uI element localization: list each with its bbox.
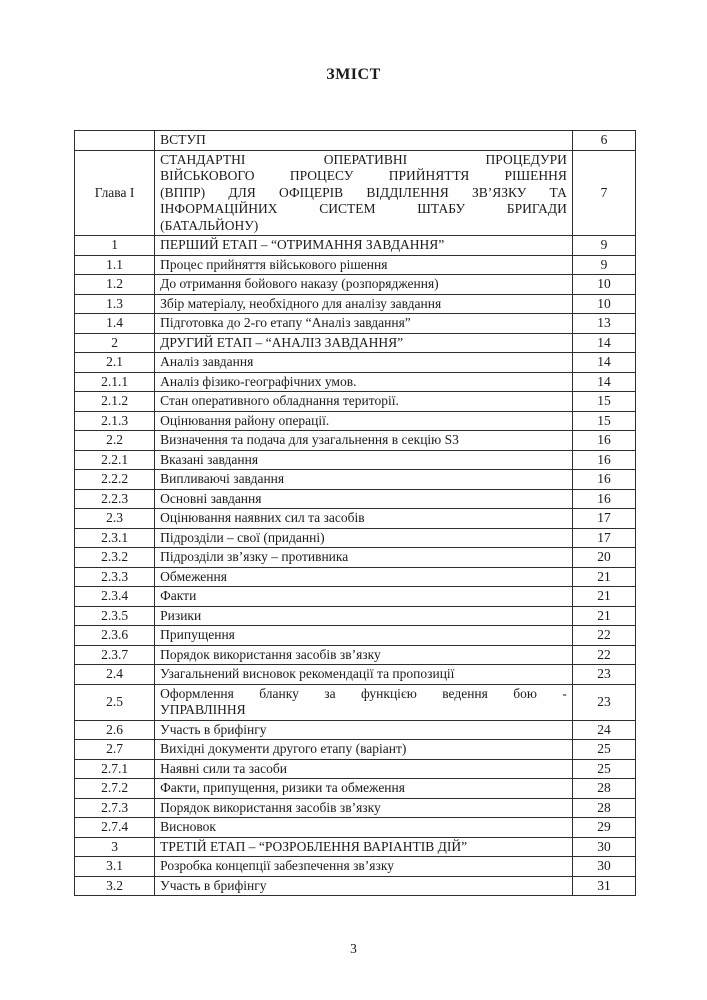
toc-row-number: 2 bbox=[75, 333, 155, 353]
toc-row-page: 15 bbox=[572, 392, 635, 412]
toc-row bbox=[75, 372, 636, 392]
toc-row-page: 6 bbox=[572, 131, 635, 151]
toc-row-title: Оцінювання району операції. bbox=[155, 411, 573, 431]
toc-row-number: 2.3.5 bbox=[75, 606, 155, 626]
toc-row-title: Факти bbox=[155, 587, 573, 607]
toc-row-page: 17 bbox=[572, 509, 635, 529]
toc-row-number bbox=[75, 131, 155, 151]
toc-row-page: 14 bbox=[572, 372, 635, 392]
toc-row-page: 22 bbox=[572, 626, 635, 646]
toc-table bbox=[74, 130, 636, 896]
toc-row bbox=[75, 333, 636, 353]
toc-row bbox=[75, 131, 636, 151]
toc-row-page: 25 bbox=[572, 740, 635, 760]
toc-row-number: 2.2.3 bbox=[75, 489, 155, 509]
toc-row-number: 2.1.3 bbox=[75, 411, 155, 431]
toc-row-title bbox=[155, 684, 573, 720]
toc-row-page: 22 bbox=[572, 645, 635, 665]
toc-row-title: Припущення bbox=[155, 626, 573, 646]
toc-row bbox=[75, 876, 636, 896]
toc-row-number: Глава I bbox=[75, 150, 155, 236]
toc-row-number: 3.1 bbox=[75, 857, 155, 877]
toc-row-title: ВСТУП bbox=[155, 131, 573, 151]
toc-row-number: 1.2 bbox=[75, 275, 155, 295]
toc-row-title: ПЕРШИЙ ЕТАП – “ОТРИМАННЯ ЗАВДАННЯ” bbox=[155, 236, 573, 256]
toc-row-page: 30 bbox=[572, 857, 635, 877]
toc-row-number: 2.7.4 bbox=[75, 818, 155, 838]
toc-row-page: 21 bbox=[572, 606, 635, 626]
toc-row bbox=[75, 665, 636, 685]
toc-row-page: 23 bbox=[572, 684, 635, 720]
toc-row-title: Узагальнений висновок рекомендації та пропозиції bbox=[155, 665, 573, 685]
toc-row-page: 16 bbox=[572, 450, 635, 470]
toc-row-page: 16 bbox=[572, 431, 635, 451]
toc-row-title-line: (ВППР) ДЛЯ ОФІЦЕРІВ ВІДДІЛЕННЯ ЗВ’ЯЗКУ ТА bbox=[160, 184, 567, 200]
toc-row-title: Порядок використання засобів зв’язку bbox=[155, 798, 573, 818]
toc-row bbox=[75, 798, 636, 818]
toc-row-page: 7 bbox=[572, 150, 635, 236]
toc-row-title: Збір матеріалу, необхідного для аналізу завдання bbox=[155, 294, 573, 314]
toc-row-page: 10 bbox=[572, 294, 635, 314]
toc-row-page: 13 bbox=[572, 314, 635, 334]
toc-row-title: Участь в брифінгу bbox=[155, 720, 573, 740]
toc-row bbox=[75, 548, 636, 568]
toc-row bbox=[75, 236, 636, 256]
toc-row-number: 2.3.7 bbox=[75, 645, 155, 665]
toc-row bbox=[75, 450, 636, 470]
toc-row-page: 28 bbox=[572, 779, 635, 799]
toc-row-title: Факти, припущення, ризики та обмеження bbox=[155, 779, 573, 799]
toc-row-title: Вказані завдання bbox=[155, 450, 573, 470]
toc-row-number: 2.3.1 bbox=[75, 528, 155, 548]
toc-row-title: Порядок використання засобів зв’язку bbox=[155, 645, 573, 665]
toc-row-number: 2.5 bbox=[75, 684, 155, 720]
toc-row-number: 2.4 bbox=[75, 665, 155, 685]
toc-row-number: 2.1 bbox=[75, 353, 155, 373]
toc-row-page: 23 bbox=[572, 665, 635, 685]
toc-row-page: 9 bbox=[572, 255, 635, 275]
toc-row-number: 2.3.3 bbox=[75, 567, 155, 587]
toc-row-number: 2.7.2 bbox=[75, 779, 155, 799]
toc-row-title: Визначення та подача для узагальнення в секцію S3 bbox=[155, 431, 573, 451]
toc-row-number: 2.7 bbox=[75, 740, 155, 760]
toc-row-title: Розробка концепції забезпечення зв’язку bbox=[155, 857, 573, 877]
toc-row bbox=[75, 294, 636, 314]
toc-row bbox=[75, 779, 636, 799]
toc-row-number: 2.1.2 bbox=[75, 392, 155, 412]
toc-row bbox=[75, 720, 636, 740]
toc-row-page: 14 bbox=[572, 333, 635, 353]
toc-row-number: 2.7.3 bbox=[75, 798, 155, 818]
toc-row-page: 16 bbox=[572, 470, 635, 490]
toc-row-title: Обмеження bbox=[155, 567, 573, 587]
toc-row-title: Підрозділи – свої (приданні) bbox=[155, 528, 573, 548]
toc-row bbox=[75, 411, 636, 431]
toc-row-title: Ризики bbox=[155, 606, 573, 626]
toc-row-number: 2.2.2 bbox=[75, 470, 155, 490]
toc-row-title-line: ІНФОРМАЦІЙНИХ СИСТЕМ ШТАБУ БРИГАДИ bbox=[160, 201, 567, 216]
toc-row-title: Оцінювання наявних сил та засобів bbox=[155, 509, 573, 529]
toc-row-page: 24 bbox=[572, 720, 635, 740]
toc-row-page: 14 bbox=[572, 353, 635, 373]
toc-row bbox=[75, 528, 636, 548]
toc-row-number: 2.3 bbox=[75, 509, 155, 529]
toc-row bbox=[75, 740, 636, 760]
toc-row bbox=[75, 645, 636, 665]
toc-row-page: 21 bbox=[572, 587, 635, 607]
toc-row bbox=[75, 489, 636, 509]
toc-row-title: Підрозділи зв’язку – противника bbox=[155, 548, 573, 568]
toc-row bbox=[75, 684, 636, 720]
toc-row-number: 2.3.4 bbox=[75, 587, 155, 607]
toc-row bbox=[75, 837, 636, 857]
toc-row-title: Вихідні документи другого етапу (варіант) bbox=[155, 740, 573, 760]
toc-row bbox=[75, 150, 636, 236]
toc-row bbox=[75, 606, 636, 626]
toc-row-page: 21 bbox=[572, 567, 635, 587]
toc-row bbox=[75, 470, 636, 490]
toc-row bbox=[75, 431, 636, 451]
toc-row-number: 2.2 bbox=[75, 431, 155, 451]
toc-row-title: ДРУГИЙ ЕТАП – “АНАЛІЗ ЗАВДАННЯ” bbox=[155, 333, 573, 353]
toc-row-title-line: Оформлення бланку за функцією ведення бою - bbox=[160, 685, 567, 701]
toc-row-page: 31 bbox=[572, 876, 635, 896]
toc-row-number: 1 bbox=[75, 236, 155, 256]
toc-row-number: 3.2 bbox=[75, 876, 155, 896]
toc-row bbox=[75, 353, 636, 373]
toc-body bbox=[75, 131, 636, 896]
toc-row bbox=[75, 255, 636, 275]
toc-row-number: 2.2.1 bbox=[75, 450, 155, 470]
toc-row-number: 2.1.1 bbox=[75, 372, 155, 392]
toc-row-number: 1.3 bbox=[75, 294, 155, 314]
toc-row-title: Аналіз завдання bbox=[155, 353, 573, 373]
toc-row bbox=[75, 818, 636, 838]
toc-row-title-line: СТАНДАРТНІ ОПЕРАТИВНІ ПРОЦЕДУРИ bbox=[160, 151, 567, 167]
toc-row-title: Основні завдання bbox=[155, 489, 573, 509]
toc-row bbox=[75, 275, 636, 295]
toc-row-title: Процес прийняття військового рішення bbox=[155, 255, 573, 275]
toc-row-number: 2.6 bbox=[75, 720, 155, 740]
toc-row-title: Наявні сили та засоби bbox=[155, 759, 573, 779]
toc-row-page: 10 bbox=[572, 275, 635, 295]
toc-row bbox=[75, 759, 636, 779]
toc-row bbox=[75, 626, 636, 646]
toc-row-page: 9 bbox=[572, 236, 635, 256]
toc-row-number: 2.3.2 bbox=[75, 548, 155, 568]
toc-row-number: 3 bbox=[75, 837, 155, 857]
toc-row bbox=[75, 567, 636, 587]
toc-row-page: 28 bbox=[572, 798, 635, 818]
toc-row-title-line: УПРАВЛІННЯ bbox=[160, 702, 246, 717]
toc-row-page: 17 bbox=[572, 528, 635, 548]
toc-row bbox=[75, 509, 636, 529]
toc-row bbox=[75, 314, 636, 334]
toc-row-title: Висновок bbox=[155, 818, 573, 838]
toc-row-title: Випливаючі завдання bbox=[155, 470, 573, 490]
page-number: 3 bbox=[350, 941, 357, 956]
toc-row bbox=[75, 587, 636, 607]
toc-row-number: 2.3.6 bbox=[75, 626, 155, 646]
toc-row-title: Підготовка до 2-го етапу “Аналіз завдання” bbox=[155, 314, 573, 334]
toc-row-title-line: (БАТАЛЬЙОНУ) bbox=[160, 217, 259, 233]
toc-row-title: Участь в брифінгу bbox=[155, 876, 573, 896]
toc-row-page: 16 bbox=[572, 489, 635, 509]
toc-row-title: Стан оперативного обладнання території. bbox=[155, 392, 573, 412]
toc-row-number: 1.4 bbox=[75, 314, 155, 334]
toc-row-title-line: ВІЙСЬКОВОГО ПРОЦЕСУ ПРИЙНЯТТЯ РІШЕННЯ bbox=[160, 168, 567, 183]
toc-row-title bbox=[155, 150, 573, 236]
toc-row-page: 15 bbox=[572, 411, 635, 431]
toc-row-page: 30 bbox=[572, 837, 635, 857]
toc-row-page: 20 bbox=[572, 548, 635, 568]
toc-row-title: До отримання бойового наказу (розпорядження) bbox=[155, 275, 573, 295]
toc-row-page: 29 bbox=[572, 818, 635, 838]
toc-row bbox=[75, 392, 636, 412]
toc-row-page: 25 bbox=[572, 759, 635, 779]
toc-row bbox=[75, 857, 636, 877]
toc-row-number: 2.7.1 bbox=[75, 759, 155, 779]
toc-row-title: Аналіз фізико-географічних умов. bbox=[155, 372, 573, 392]
toc-row-number: 1.1 bbox=[75, 255, 155, 275]
toc-row-title: ТРЕТІЙ ЕТАП – “РОЗРОБЛЕННЯ ВАРІАНТІВ ДІЙ” bbox=[155, 837, 573, 857]
page-title: ЗМІСТ bbox=[326, 66, 381, 83]
